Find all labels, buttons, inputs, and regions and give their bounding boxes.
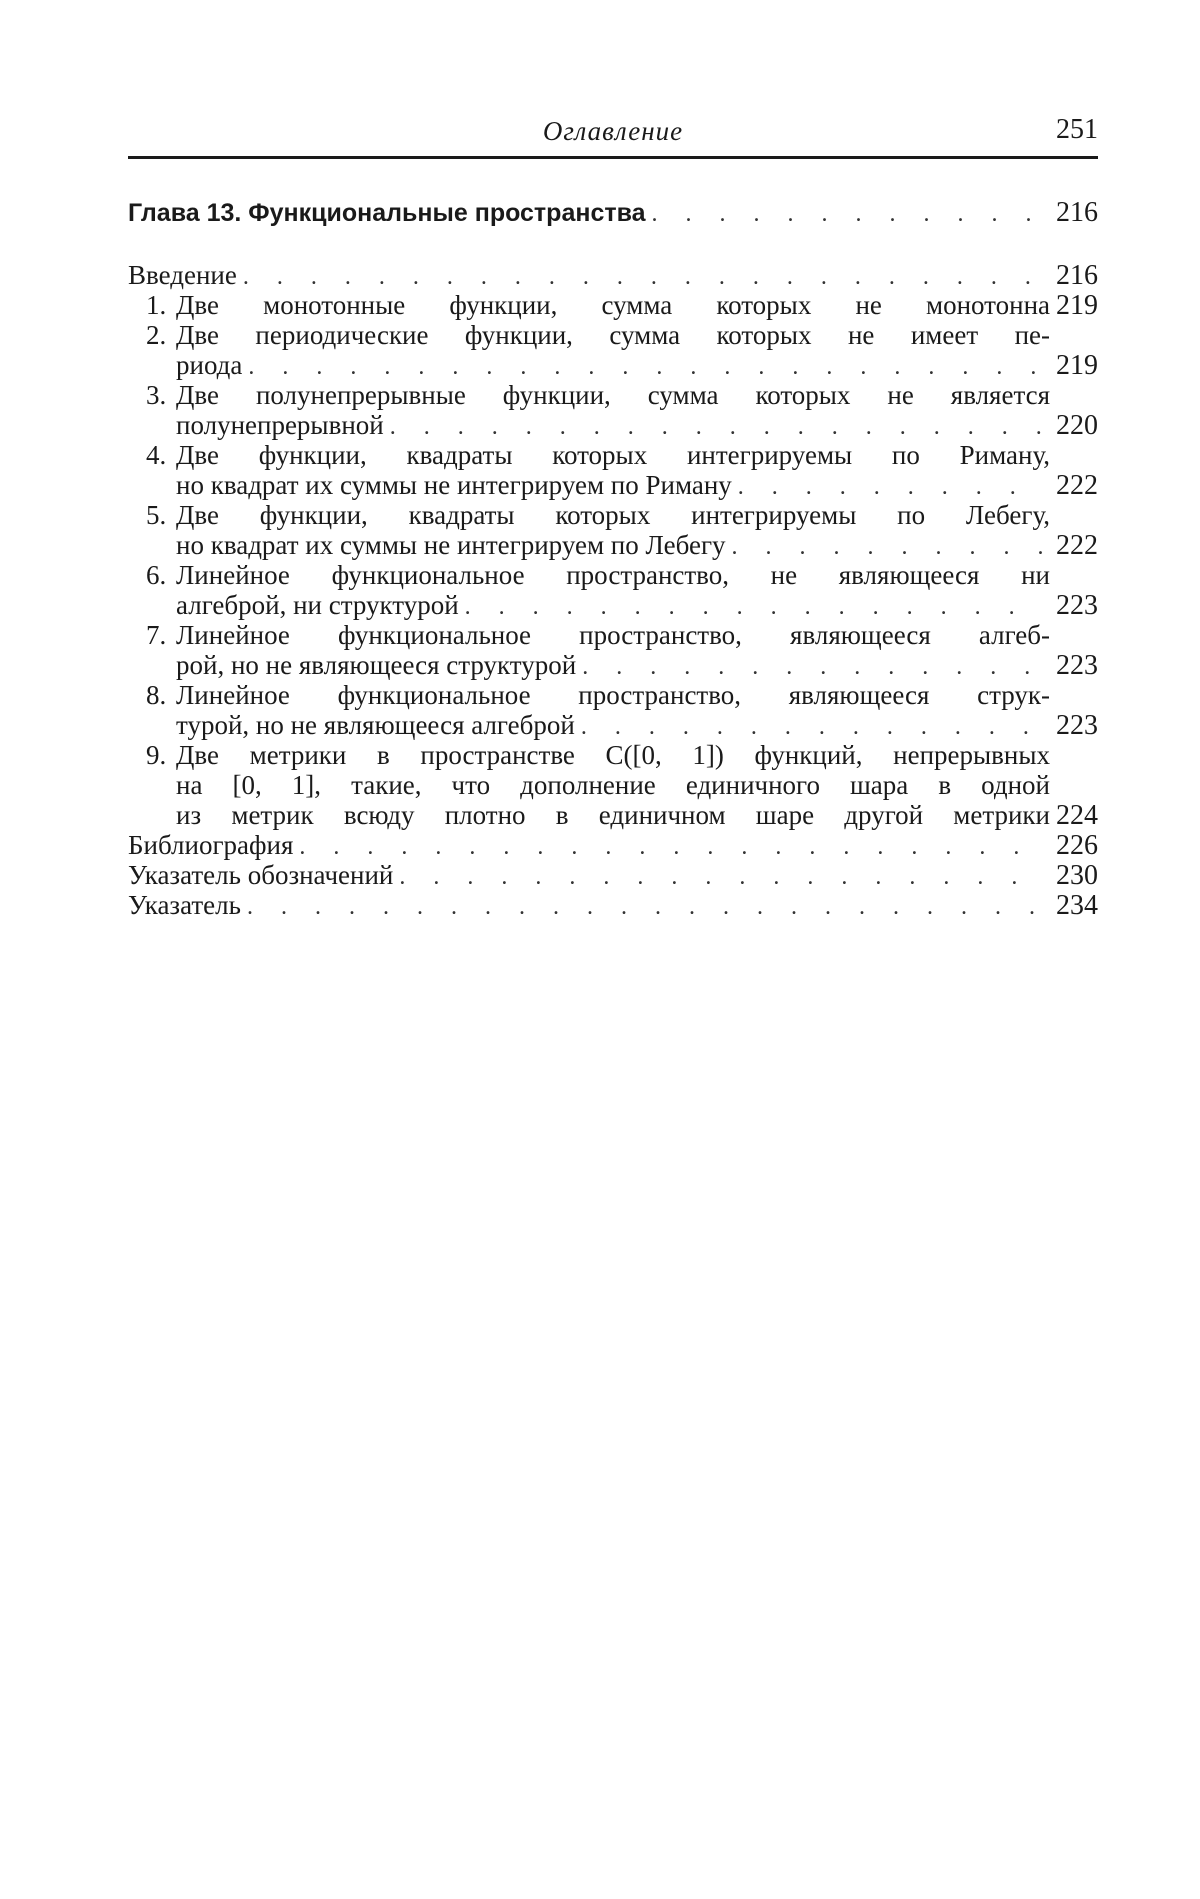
entry-page: 216	[1056, 260, 1098, 291]
entry-line: но квадрат их суммы не интегрируем по Риману	[176, 470, 732, 500]
entry-line: из метрик всюду плотно в единичном шаре другой метрики	[176, 800, 1050, 830]
toc-entry-notation-index	[128, 860, 1098, 890]
dot-leader	[248, 352, 1044, 382]
entry-title: Указатель	[128, 890, 241, 920]
dot-leader	[581, 712, 1044, 742]
dot-leader	[243, 262, 1044, 292]
entry-line: Две полунепрерывные функции, сумма которых не является	[176, 380, 1050, 410]
entry-number: 8.	[146, 680, 167, 710]
entry-page: 219	[1056, 290, 1098, 321]
toc-chapter-heading	[128, 196, 1098, 230]
entry-number: 2.	[146, 320, 167, 350]
entry-number: 9.	[146, 740, 167, 770]
entry-line: турой, но не являющееся алгеброй	[176, 710, 575, 740]
entry-page: 222	[1056, 530, 1098, 561]
entry-page: 234	[1056, 890, 1098, 921]
entry-page: 223	[1056, 710, 1098, 741]
toc-entry-3	[128, 380, 1098, 440]
toc-entry-4	[128, 440, 1098, 500]
toc-entry-6	[128, 560, 1098, 620]
entry-line: алгеброй, ни структурой	[176, 590, 459, 620]
toc-entry-9	[128, 740, 1098, 830]
entry-line: Две метрики в пространстве C([0, 1]) функций, непрерывных	[176, 740, 1050, 770]
running-title: Оглавление	[542, 116, 684, 146]
entry-page: 219	[1056, 350, 1098, 381]
entry-line: Линейное функциональное пространство, являющееся алгеб-	[176, 620, 1050, 650]
entry-page: 230	[1056, 860, 1098, 891]
entry-line: Две монотонные функции, сумма которых не монотонна	[176, 290, 1050, 320]
dot-leader	[738, 472, 1044, 502]
dot-leader	[465, 592, 1044, 622]
dot-leader	[652, 197, 1044, 231]
toc-entry-8	[128, 680, 1098, 740]
entry-number: 4.	[146, 440, 167, 470]
entry-page: 220	[1056, 410, 1098, 441]
toc-entry-bibliography	[128, 830, 1098, 860]
toc-entry-2	[128, 320, 1098, 380]
entry-line: на [0, 1], такие, что дополнение единичного шара в одной	[176, 770, 1050, 800]
entry-number: 6.	[146, 560, 167, 590]
entry-line: риода	[176, 350, 243, 380]
entry-page: 226	[1056, 830, 1098, 861]
entry-title: Указатель обозначений	[128, 860, 394, 890]
entry-page: 222	[1056, 470, 1098, 501]
entry-line: рой, но не являющееся структурой	[176, 650, 577, 680]
entry-line: но квадрат их суммы не интегрируем по Лебегу	[176, 530, 726, 560]
entry-line: Линейное функциональное пространство, являющееся струк-	[176, 680, 1050, 710]
header-rule	[128, 156, 1098, 159]
toc-entry-index	[128, 890, 1098, 920]
entry-number: 3.	[146, 380, 167, 410]
toc-entry-7	[128, 620, 1098, 680]
entry-line: Две периодические функции, сумма которых не имеет пе-	[176, 320, 1050, 350]
chapter-page: 216	[1056, 197, 1098, 228]
entry-page: 223	[1056, 590, 1098, 621]
dot-leader	[399, 862, 1044, 892]
toc-entry-1	[128, 290, 1098, 320]
dot-leader	[582, 652, 1044, 682]
entry-line: Две функции, квадраты которых интегрируемы по Лебегу,	[176, 500, 1050, 530]
entry-page: 224	[1056, 800, 1098, 831]
entry-line: полунепрерывной	[176, 410, 384, 440]
page-number: 251	[1056, 114, 1098, 145]
toc-entry-intro	[128, 260, 1098, 290]
dot-leader	[299, 832, 1044, 862]
entry-title: Введение	[128, 260, 237, 290]
entry-title: Библиография	[128, 830, 294, 860]
entry-page: 223	[1056, 650, 1098, 681]
toc-entry-5	[128, 500, 1098, 560]
dot-leader	[732, 532, 1044, 562]
table-of-contents	[128, 196, 1098, 920]
dot-leader	[247, 892, 1044, 922]
entry-number: 1.	[146, 290, 167, 320]
entry-number: 5.	[146, 500, 167, 530]
running-header	[128, 112, 1098, 156]
entry-line: Линейное функциональное пространство, не являющееся ни	[176, 560, 1050, 590]
entry-number: 7.	[146, 620, 167, 650]
dot-leader	[390, 412, 1044, 442]
entry-line: Две функции, квадраты которых интегрируемы по Риману,	[176, 440, 1050, 470]
chapter-title: Глава 13. Функциональные пространства	[128, 199, 646, 227]
